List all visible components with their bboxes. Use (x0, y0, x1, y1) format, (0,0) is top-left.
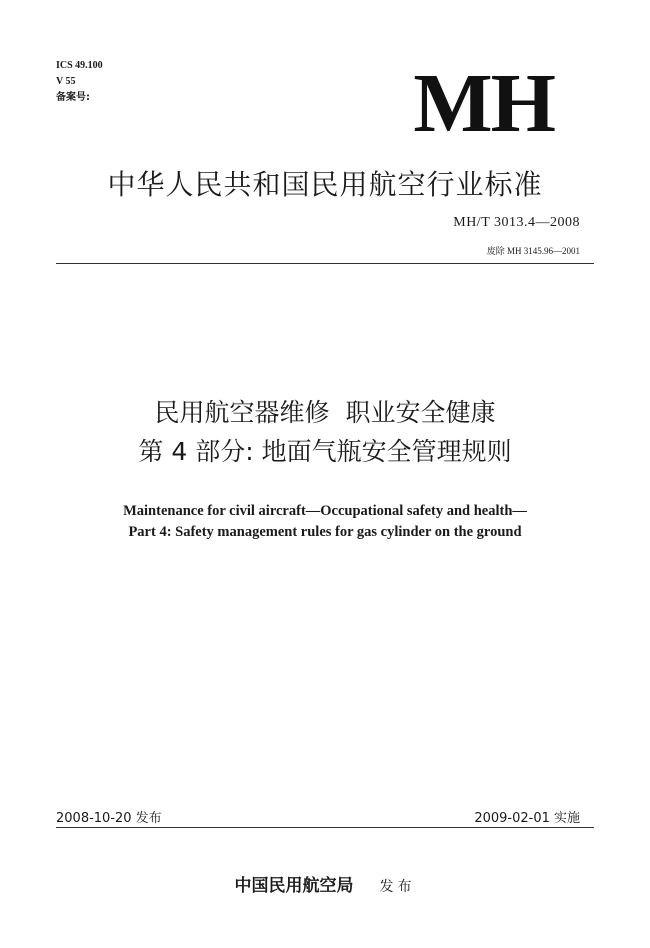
english-title-line-1: Maintenance for civil aircraft—Occupational safety and health— (123, 503, 527, 519)
issuer-name: 中国民用航空局 (234, 876, 354, 896)
issue-date: 2008-10-20 发布 (56, 811, 162, 826)
standard-category-title: 中华人民共和国民用航空行业标准 (107, 168, 543, 201)
filing-number-label: 备案号: (56, 92, 90, 103)
mh-logo: MH (413, 57, 554, 150)
footer-divider (56, 827, 594, 828)
chinese-title-line-2: 第 4 部分: 地面气瓶安全管理规则 (138, 437, 512, 466)
classification-block (56, 58, 103, 106)
ics-code: ICS 49.100 (56, 60, 103, 71)
issuer-action: 发布 (379, 879, 416, 895)
effective-date: 2009-02-01 实施 (474, 811, 580, 826)
ccs-code: V 55 (56, 76, 76, 87)
replaced-standard: 废除 MH 3145.96—2001 (486, 246, 580, 256)
header-divider (56, 263, 594, 264)
english-title-line-2: Part 4: Safety management rules for gas cylinder on the ground (128, 524, 522, 540)
issuing-authority (0, 871, 650, 896)
chinese-title-line-1: 民用航空器维修 职业安全健康 (154, 398, 496, 427)
standard-number: MH/T 3013.4—2008 (453, 215, 580, 230)
